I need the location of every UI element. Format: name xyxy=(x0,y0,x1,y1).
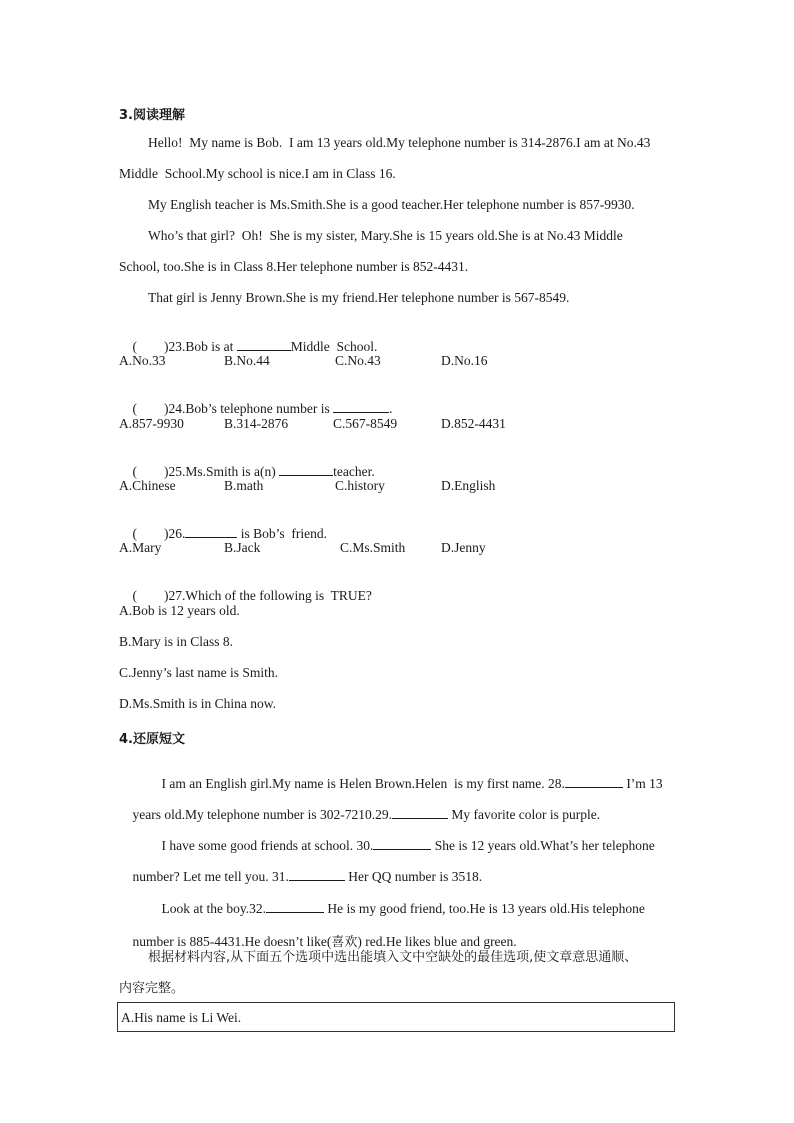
answer-blank xyxy=(185,525,237,538)
answer-paren[interactable]: ( ) xyxy=(132,339,169,354)
option-b: B.No.44 xyxy=(224,353,270,368)
option-a: A.Chinese xyxy=(119,478,176,493)
option-c: C.567-8549 xyxy=(333,416,398,431)
option-a: A.857-9930 xyxy=(119,416,184,431)
passage-line: number is 885-4431.He doesn’t like(喜欢) red.He likes blue and green. xyxy=(132,934,517,950)
passage-line: Middle School.My school is nice.I am in Class 16. xyxy=(119,166,396,181)
answer-blank-30[interactable] xyxy=(373,837,431,850)
option-a: A.His name is Li Wei. xyxy=(121,1010,242,1025)
question-27: ( )27.Which of the following is TRUE? xyxy=(132,588,372,603)
option-a: A.Bob is 12 years old. xyxy=(119,603,240,618)
passage-line: That girl is Jenny Brown.She is my friend.Her telephone number is 567-8549. xyxy=(148,290,570,305)
option-b: B.Jack xyxy=(224,540,261,555)
passage-line: I am an English girl.My name is Helen Brown.Helen is my first name. 28. I’m 13 xyxy=(161,776,663,791)
option-c: C.Ms.Smith xyxy=(340,540,406,555)
passage-line: I have some good friends at school. 30. She is 12 years old.What’s her telephone xyxy=(161,838,655,853)
passage-line: years old.My telephone number is 302-7210.29. My favorite color is purple. xyxy=(132,807,601,822)
answer-paren[interactable]: ( ) xyxy=(132,526,169,541)
option-c: C.Jenny’s last name is Smith. xyxy=(119,665,279,680)
options-box xyxy=(117,1002,675,1032)
answer-blank-29[interactable] xyxy=(392,806,448,819)
answer-paren[interactable]: ( ) xyxy=(132,464,169,479)
option-d: D.English xyxy=(441,478,496,493)
instruction-line: 根据材料内容,从下面五个选项中选出能填入文中空缺处的最佳选项,使文章意思通顺、 xyxy=(148,950,638,965)
section-4-heading: 4.还原短文 xyxy=(119,732,185,747)
option-c: C.history xyxy=(335,478,385,493)
option-d: D.No.16 xyxy=(441,353,488,368)
option-d: D.Ms.Smith is in China now. xyxy=(119,696,277,711)
option-b: B.Mary is in Class 8. xyxy=(119,634,234,649)
answer-paren[interactable]: ( ) xyxy=(132,588,169,603)
answer-blank-31[interactable] xyxy=(289,868,345,881)
answer-paren[interactable]: ( ) xyxy=(132,401,169,416)
option-a: A.No.33 xyxy=(119,353,166,368)
option-d: D.852-4431 xyxy=(441,416,506,431)
answer-blank-28[interactable] xyxy=(565,775,623,788)
passage-line: My English teacher is Ms.Smith.She is a good teacher.Her telephone number is 857-9930. xyxy=(148,197,635,212)
instruction-line: 内容完整。 xyxy=(119,981,185,996)
option-a: A.Mary xyxy=(119,540,162,555)
passage-line: Look at the boy.32. He is my good friend, too.He is 13 years old.His telephone xyxy=(161,901,645,916)
passage-line: number? Let me tell you. 31. Her QQ number is 3518. xyxy=(132,869,483,884)
question-23: ( )23.Bob is at Middle School. xyxy=(132,339,378,354)
option-b: B.314-2876 xyxy=(224,416,289,431)
passage-line: Hello! My name is Bob. I am 13 years old.My telephone number is 314-2876.I am at No.43 xyxy=(148,135,651,150)
option-c: C.No.43 xyxy=(335,353,381,368)
section-3-heading: 3.阅读理解 xyxy=(119,108,185,123)
question-25: ( )25.Ms.Smith is a(n) teacher. xyxy=(132,464,375,479)
answer-blank xyxy=(279,463,333,476)
answer-blank-32[interactable] xyxy=(266,900,324,913)
answer-blank xyxy=(333,400,389,413)
option-d: D.Jenny xyxy=(441,540,486,555)
option-b: B.math xyxy=(224,478,264,493)
passage-line: School, too.She is in Class 8.Her telephone number is 852-4431. xyxy=(119,259,469,274)
question-26: ( )26. is Bob’s friend. xyxy=(132,526,327,541)
question-24: ( )24.Bob’s telephone number is . xyxy=(132,401,393,416)
answer-blank xyxy=(237,338,291,351)
passage-line: Who’s that girl? Oh! She is my sister, Mary.She is 15 years old.She is at No.43 Middle xyxy=(148,228,623,243)
